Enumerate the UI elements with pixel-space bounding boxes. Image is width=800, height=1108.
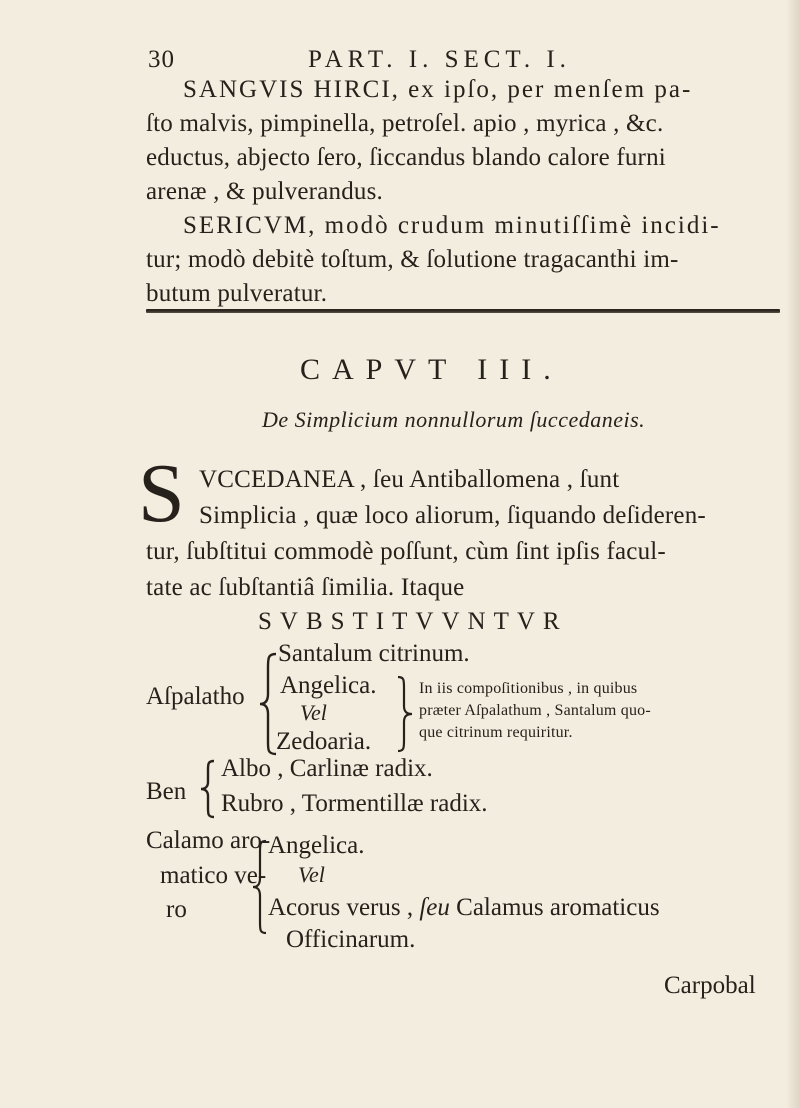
substitute-item: Rubro , Tormentillæ radix.	[221, 790, 488, 817]
note-line: præter Aſpalathum , Santalum quo-	[419, 702, 651, 719]
drop-cap: S	[138, 447, 185, 540]
substituuntur-heading: SVBSTITVVNTVR	[258, 608, 568, 635]
substitute-item: Albo , Carlinæ radix.	[221, 755, 433, 782]
text-line: eductus, abjecto ſero, ſiccandus blando calore furni	[146, 144, 666, 171]
substitute-item	[268, 894, 660, 922]
left-brace-icon	[250, 838, 270, 936]
chapter-subtitle: De Simplicium nonnullorum ſuccedaneis.	[262, 407, 646, 432]
chapter-heading: CAPVT III.	[300, 353, 563, 386]
ben-label: Ben	[146, 778, 187, 805]
substitute-item: Angelica.	[280, 672, 377, 699]
text-line: SANGVIS HIRCI, ex ipſo, per menſem pa-	[183, 76, 693, 103]
substitute-item: Zedoaria.	[276, 728, 372, 755]
substitute-vel: Vel	[300, 700, 327, 725]
catchword: Carpobal	[664, 972, 756, 999]
calamo-label-line: Calamo aro-	[146, 827, 271, 854]
acorus-text: Acorus verus ,	[268, 894, 414, 921]
substitute-item: Officinarum.	[286, 926, 416, 953]
substitute-vel: Vel	[298, 862, 325, 887]
text-line: Simplicia , quæ loco aliorum, ſiquando deſideren-	[199, 502, 706, 529]
seu-text: ſeu	[419, 894, 450, 921]
note-line: In iis compoſitionibus , in quibus	[419, 680, 638, 697]
text-line: tate ac ſubſtantiâ ſimilia. Itaque	[146, 574, 465, 601]
text-line: arenæ , & pulverandus.	[146, 178, 383, 205]
section-rule	[146, 309, 780, 313]
page-edge-shadow	[786, 0, 800, 1108]
text-line: ſto malvis, pimpinella, petroſel. apio , myrica , &c.	[146, 110, 664, 137]
aspalatho-label: Aſpalatho	[146, 683, 245, 710]
calamo-label-line: ro	[166, 896, 187, 923]
running-title: PART. I. SECT. I.	[308, 46, 571, 73]
substitute-item: Santalum citrinum.	[278, 640, 470, 667]
left-brace-icon	[198, 758, 218, 820]
text-line: SERICVM, modò crudum minutiſſimè incidi-	[183, 212, 721, 239]
right-brace-icon	[396, 674, 414, 754]
text-line: tur, ſubſtitui commodè poſſunt, cùm ſint ipſis facul-	[146, 538, 666, 565]
text-line: tur; modò debitè toſtum, & ſolutione tragacanthi im-	[146, 246, 679, 273]
note-line: que citrinum requiritur.	[419, 724, 573, 741]
substitute-item: Angelica.	[268, 832, 365, 859]
calamo-label-line: matico ve-	[160, 862, 267, 889]
page-number: 30	[148, 46, 175, 73]
calamus-text: Calamus aromaticus	[456, 894, 660, 921]
text-line: VCCEDANEA , ſeu Antiballomena , ſunt	[199, 466, 620, 493]
text-line: butum pulveratur.	[146, 280, 328, 307]
